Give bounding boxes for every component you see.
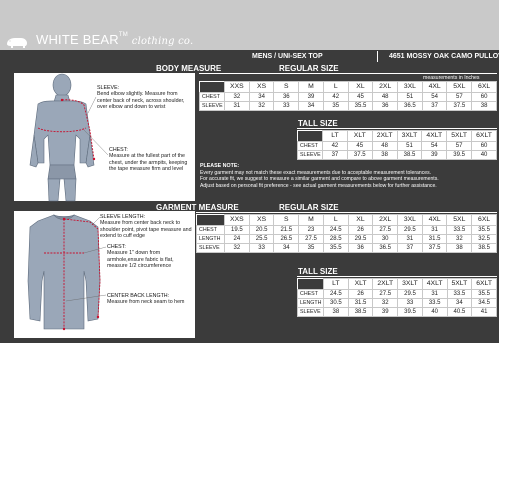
body-regular-rule: [199, 73, 497, 74]
body-measure-panel: [14, 73, 195, 201]
row-label: SLEEVE: [197, 244, 225, 253]
measurement-cell: 32: [249, 102, 274, 111]
measurement-cell: 37: [422, 102, 447, 111]
garment-measure-panel: [14, 211, 195, 338]
measurement-cell: 20.5: [249, 226, 274, 235]
measurement-cell: 27.5: [299, 235, 324, 244]
note-line-1: Every garment may not match these exact measurements due to acceptable measurement tolerances.: [200, 169, 432, 176]
size-column-header: XS: [249, 82, 274, 93]
measurement-cell: 27.5: [373, 226, 398, 235]
table-corner: [298, 131, 323, 142]
size-column-header: 5XL: [447, 82, 472, 93]
please-note-block: [200, 163, 497, 189]
measurement-cell: 26.5: [274, 235, 299, 244]
measurement-cell: 29.5: [398, 226, 423, 235]
measurement-cell: 54: [422, 142, 447, 151]
size-column-header: XXS: [225, 82, 250, 93]
size-column-header: 6XLT: [472, 279, 497, 290]
measurement-cell: 24.5: [324, 290, 349, 299]
measurement-cell: 31: [398, 235, 423, 244]
measurement-cell: 40: [422, 308, 447, 317]
measurement-cell: 31: [225, 102, 250, 111]
size-column-header: M: [299, 82, 324, 93]
table-header-row: [298, 279, 497, 290]
measurement-cell: 30: [373, 235, 398, 244]
measurement-cell: 32: [373, 299, 398, 308]
garment-measure-title: GARMENT MEASURE: [156, 203, 239, 212]
garment-tall-size-table: [297, 278, 497, 317]
measurement-cell: 34: [274, 244, 299, 253]
header-divider: [377, 51, 378, 62]
measurement-cell: 34: [299, 102, 324, 111]
measurement-cell: 30.5: [324, 299, 349, 308]
size-column-header: XL: [348, 82, 373, 93]
measurement-cell: 26: [348, 226, 373, 235]
category-label: MENS / UNI-SEX TOP: [252, 53, 323, 60]
table-row: [298, 308, 497, 317]
table-row: [298, 299, 497, 308]
row-label: CHEST: [298, 290, 324, 299]
size-column-header: 4XLT: [422, 131, 447, 142]
measurement-cell: 34: [249, 93, 274, 102]
size-column-header: 2XLT: [373, 279, 398, 290]
size-column-header: XL: [348, 215, 373, 226]
measurement-cell: 39: [373, 308, 398, 317]
table-header-row: [200, 82, 497, 93]
please-note-title: PLEASE NOTE:: [200, 163, 240, 169]
measurement-cell: 38: [472, 102, 497, 111]
measurement-cell: 32: [447, 235, 472, 244]
body-regular-size-table: [199, 81, 497, 111]
body-tall-size-title: TALL SIZE: [298, 119, 338, 128]
measurement-cell: 37: [323, 151, 348, 160]
note-line-3: Adjust based on personal fit preference - see actual garment measurements below for further assistance.: [200, 182, 437, 189]
body-tall-size-table: [297, 130, 497, 160]
table-row: [298, 142, 497, 151]
table-header-row: [298, 131, 497, 142]
header-bar: [0, 0, 499, 50]
measurement-cell: 38: [324, 308, 349, 317]
body-regular-size-title: REGULAR SIZE: [279, 64, 339, 73]
size-column-header: XXS: [225, 215, 250, 226]
measurement-cell: 24.5: [323, 226, 348, 235]
measurement-cell: 37.5: [422, 244, 447, 253]
garment-chest-note: CHEST: Measure 1" down from armhole,ensure fabric is flat, measure 1/2 circumference: [107, 244, 174, 269]
size-column-header: LT: [324, 279, 349, 290]
measurement-cell: 33.5: [422, 299, 447, 308]
measurement-cell: 32: [225, 244, 250, 253]
measurement-cell: 38.5: [472, 244, 497, 253]
measurement-cell: 35.5: [472, 290, 497, 299]
measurement-cell: 35.5: [348, 102, 373, 111]
size-column-header: 2XL: [373, 82, 398, 93]
measurement-cell: 45: [347, 142, 372, 151]
measurement-cell: 31.5: [348, 299, 373, 308]
measurement-cell: 27.5: [373, 290, 398, 299]
measurement-cell: 36: [348, 244, 373, 253]
measurement-cell: 24: [225, 235, 250, 244]
sleeve-note: SLEEVE: Bend elbow slightly. Measure from center back of neck, across shoulder, over elbow and down to wrist: [97, 85, 185, 110]
measurement-cell: 36.5: [373, 244, 398, 253]
size-column-header: XS: [249, 215, 274, 226]
measurement-cell: 32.5: [472, 235, 497, 244]
table-row: [197, 235, 497, 244]
table-row: [298, 290, 497, 299]
measurement-cell: 31: [422, 226, 447, 235]
table-corner: [298, 279, 324, 290]
table-row: [200, 102, 497, 111]
row-label: CHEST: [200, 93, 225, 102]
measurement-cell: 60: [472, 142, 497, 151]
size-column-header: 5XL: [447, 215, 472, 226]
measurement-cell: 23: [299, 226, 324, 235]
measurement-cell: 35.5: [472, 226, 497, 235]
size-column-header: S: [274, 82, 299, 93]
size-column-header: 6XLT: [472, 131, 497, 142]
measurement-cell: 39.5: [398, 308, 423, 317]
measurement-cell: 31.5: [422, 235, 447, 244]
measurement-cell: 39: [299, 93, 324, 102]
table-corner: [197, 215, 225, 226]
measurement-cell: 38.5: [348, 308, 373, 317]
size-column-header: XLT: [348, 279, 373, 290]
measurement-cell: 33: [274, 102, 299, 111]
size-column-header: 6XL: [472, 82, 497, 93]
note-line-2: For accurate fit, we suggest to measure a similar garment and compare to above garment measurements.: [200, 176, 439, 182]
size-column-header: 3XLT: [397, 131, 422, 142]
measurement-cell: 60: [472, 93, 497, 102]
measurement-cell: 37.5: [447, 102, 472, 111]
measurement-cell: 41: [472, 308, 497, 317]
measurement-cell: 40.5: [447, 308, 472, 317]
measurement-cell: 57: [447, 142, 472, 151]
measurement-cell: 35.5: [323, 244, 348, 253]
size-column-header: 3XLT: [398, 279, 423, 290]
measurement-cell: 48: [372, 142, 397, 151]
size-column-header: XLT: [347, 131, 372, 142]
size-column-header: S: [274, 215, 299, 226]
size-column-header: L: [323, 82, 348, 93]
measurement-cell: 35: [323, 102, 348, 111]
measurement-cell: 29.5: [348, 235, 373, 244]
measurement-cell: 33.5: [447, 226, 472, 235]
sleeve-length-note: SLEEVE LENGTH: Measure from center back neck to shoulder point, pivot tape measure and extend to cuff edge: [100, 214, 192, 239]
measurement-cell: 36: [373, 102, 398, 111]
size-column-header: 4XLT: [422, 279, 447, 290]
size-column-header: 3XL: [398, 82, 423, 93]
measurement-cell: 33: [249, 244, 274, 253]
measurement-cell: 39.5: [447, 151, 472, 160]
bear-logo-icon: [6, 35, 28, 49]
measurement-cell: 36: [274, 93, 299, 102]
measurement-cell: 37: [398, 244, 423, 253]
measurement-cell: 28.5: [323, 235, 348, 244]
measurement-cell: 21.5: [274, 226, 299, 235]
body-tall-rule: [297, 128, 497, 129]
row-label: SLEEVE: [200, 102, 225, 111]
units-label: measurements in Inches: [423, 75, 480, 81]
table-header-row: [197, 215, 497, 226]
row-label: CHEST: [197, 226, 225, 235]
row-label: CHEST: [298, 142, 323, 151]
measurement-cell: 35: [299, 244, 324, 253]
size-column-header: 3XL: [398, 215, 423, 226]
center-back-length-note: CENTER BACK LENGTH: Measure from neck seam to hem: [107, 293, 185, 306]
table-row: [197, 244, 497, 253]
row-label: LENGTH: [197, 235, 225, 244]
garment-tall-size-title: TALL SIZE: [298, 267, 338, 276]
size-column-header: 5XLT: [447, 279, 472, 290]
measurement-cell: 51: [397, 142, 422, 151]
size-column-header: 6XL: [472, 215, 497, 226]
size-column-header: 2XLT: [372, 131, 397, 142]
size-column-header: LT: [323, 131, 348, 142]
size-column-header: 5XLT: [447, 131, 472, 142]
table-row: [298, 151, 497, 160]
garment-regular-rule: [196, 212, 497, 213]
measurement-cell: 39: [422, 151, 447, 160]
garment-regular-size-title: REGULAR SIZE: [279, 203, 339, 212]
garment-regular-size-table: [196, 214, 497, 253]
measurement-cell: 36.5: [398, 102, 423, 111]
measurement-cell: 38.5: [397, 151, 422, 160]
measurement-cell: 42: [323, 142, 348, 151]
measurement-cell: 54: [422, 93, 447, 102]
table-row: [197, 226, 497, 235]
measurement-cell: 38: [372, 151, 397, 160]
row-label: SLEEVE: [298, 308, 324, 317]
measurement-cell: 42: [323, 93, 348, 102]
measurement-cell: 25.5: [249, 235, 274, 244]
measurement-cell: 33.5: [447, 290, 472, 299]
brand-logo-text: WHITE BEAR™ clothing co.: [36, 32, 194, 47]
measurement-cell: 51: [398, 93, 423, 102]
measurement-cell: 29.5: [398, 290, 423, 299]
measurement-cell: 48: [373, 93, 398, 102]
measurement-cell: 34: [447, 299, 472, 308]
chest-note: CHEST: Measure at the fullest part of the chest, under the armpits, keeping the tape measure firm and level: [109, 147, 188, 172]
measurement-cell: 19.5: [225, 226, 250, 235]
measurement-cell: 26: [348, 290, 373, 299]
measurement-cell: 45: [348, 93, 373, 102]
garment-tall-rule: [297, 276, 497, 277]
measurement-cell: 31: [422, 290, 447, 299]
size-column-header: 4XL: [422, 82, 447, 93]
measurement-cell: 38: [447, 244, 472, 253]
measurement-cell: 37.5: [347, 151, 372, 160]
table-row: [200, 93, 497, 102]
body-measure-title: BODY MEASURE: [156, 64, 222, 73]
row-label: LENGTH: [298, 299, 324, 308]
measurement-cell: 33: [398, 299, 423, 308]
size-column-header: M: [299, 215, 324, 226]
measurement-cell: 57: [447, 93, 472, 102]
table-corner: [200, 82, 225, 93]
measurement-cell: 40: [472, 151, 497, 160]
size-column-header: L: [323, 215, 348, 226]
row-label: SLEEVE: [298, 151, 323, 160]
size-column-header: 4XL: [422, 215, 447, 226]
measurement-cell: 34.5: [472, 299, 497, 308]
measurement-cell: 32: [225, 93, 250, 102]
product-label: 4651 MOSSY OAK CAMO PULLOVER: [389, 53, 513, 60]
size-column-header: 2XL: [373, 215, 398, 226]
